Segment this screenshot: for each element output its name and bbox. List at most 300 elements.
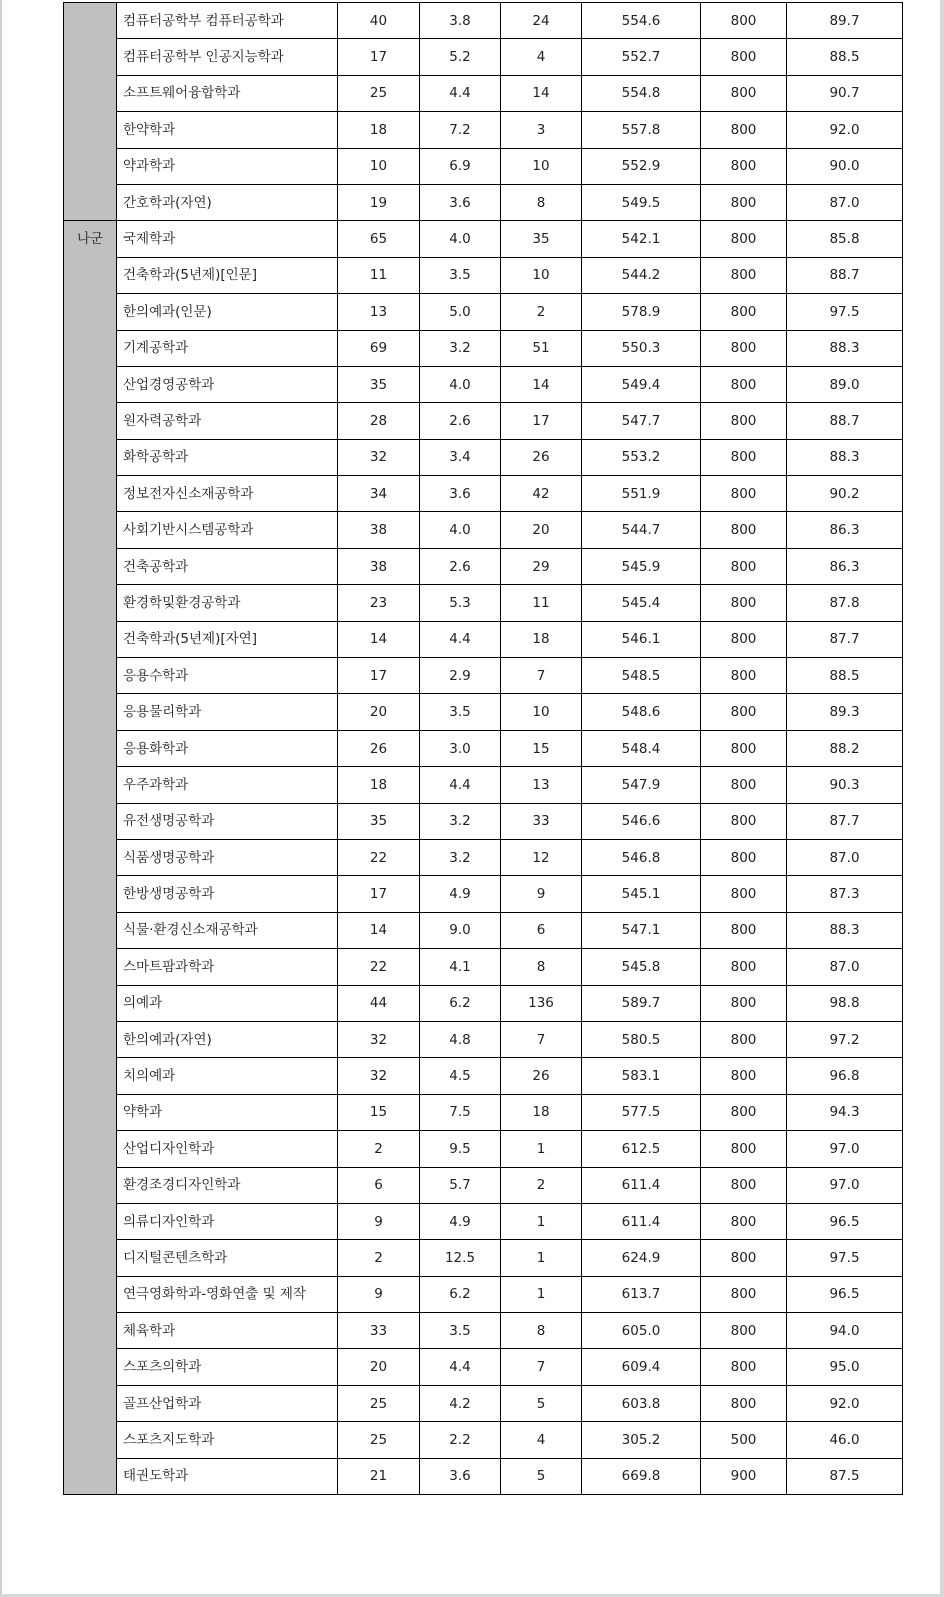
value-cell: 8 xyxy=(501,1313,582,1349)
value-cell: 14 xyxy=(338,912,420,948)
value-cell: 547.9 xyxy=(582,767,701,803)
value-cell: 26 xyxy=(501,1058,582,1094)
value-cell: 33 xyxy=(501,803,582,839)
value-cell: 20 xyxy=(338,694,420,730)
table-row xyxy=(64,403,903,439)
value-cell: 800 xyxy=(701,221,787,257)
value-cell: 611.4 xyxy=(582,1167,701,1203)
table-row xyxy=(64,949,903,985)
value-cell: 800 xyxy=(701,1240,787,1276)
value-cell: 7.2 xyxy=(420,112,501,148)
value-cell: 69 xyxy=(338,330,420,366)
table-row xyxy=(64,330,903,366)
value-cell: 14 xyxy=(501,366,582,402)
value-cell: 4.4 xyxy=(420,767,501,803)
department-name-cell: 체육학과 xyxy=(117,1313,338,1349)
value-cell: 88.3 xyxy=(787,330,903,366)
value-cell: 603.8 xyxy=(582,1385,701,1421)
value-cell: 800 xyxy=(701,75,787,111)
value-cell: 26 xyxy=(501,439,582,475)
value-cell: 4.8 xyxy=(420,1021,501,1057)
value-cell: 9 xyxy=(338,1276,420,1312)
value-cell: 546.8 xyxy=(582,839,701,875)
department-name-cell: 의예과 xyxy=(117,985,338,1021)
value-cell: 3.2 xyxy=(420,803,501,839)
value-cell: 800 xyxy=(701,1385,787,1421)
department-name-cell: 태권도학과 xyxy=(117,1458,338,1494)
value-cell: 800 xyxy=(701,1313,787,1349)
value-cell: 4.1 xyxy=(420,949,501,985)
table-row xyxy=(64,294,903,330)
value-cell: 549.4 xyxy=(582,366,701,402)
value-cell: 578.9 xyxy=(582,294,701,330)
department-name-cell: 사회기반시스템공학과 xyxy=(117,512,338,548)
value-cell: 550.3 xyxy=(582,330,701,366)
table-row xyxy=(64,39,903,75)
value-cell: 10 xyxy=(501,257,582,293)
value-cell: 3 xyxy=(501,112,582,148)
value-cell: 9 xyxy=(338,1203,420,1239)
value-cell: 2 xyxy=(338,1240,420,1276)
value-cell: 548.6 xyxy=(582,694,701,730)
value-cell: 546.1 xyxy=(582,621,701,657)
value-cell: 42 xyxy=(501,476,582,512)
value-cell: 98.8 xyxy=(787,985,903,1021)
table-row xyxy=(64,1058,903,1094)
value-cell: 800 xyxy=(701,1021,787,1057)
value-cell: 97.5 xyxy=(787,294,903,330)
value-cell: 20 xyxy=(501,512,582,548)
value-cell: 7.5 xyxy=(420,1094,501,1130)
value-cell: 545.4 xyxy=(582,585,701,621)
department-name-cell: 응용화학과 xyxy=(117,730,338,766)
department-name-cell: 골프산업학과 xyxy=(117,1385,338,1421)
value-cell: 4.4 xyxy=(420,75,501,111)
value-cell: 1 xyxy=(501,1240,582,1276)
value-cell: 34 xyxy=(338,476,420,512)
value-cell: 2 xyxy=(501,1167,582,1203)
value-cell: 51 xyxy=(501,330,582,366)
value-cell: 669.8 xyxy=(582,1458,701,1494)
value-cell: 88.2 xyxy=(787,730,903,766)
department-name-cell: 약과학과 xyxy=(117,148,338,184)
value-cell: 17 xyxy=(338,876,420,912)
value-cell: 87.8 xyxy=(787,585,903,621)
value-cell: 553.2 xyxy=(582,439,701,475)
value-cell: 609.4 xyxy=(582,1349,701,1385)
value-cell: 89.7 xyxy=(787,3,903,39)
value-cell: 21 xyxy=(338,1458,420,1494)
value-cell: 800 xyxy=(701,476,787,512)
value-cell: 800 xyxy=(701,403,787,439)
value-cell: 800 xyxy=(701,767,787,803)
value-cell: 2.2 xyxy=(420,1422,501,1458)
value-cell: 32 xyxy=(338,439,420,475)
department-name-cell: 환경학및환경공학과 xyxy=(117,585,338,621)
value-cell: 800 xyxy=(701,184,787,220)
table-row xyxy=(64,839,903,875)
value-cell: 800 xyxy=(701,294,787,330)
department-name-cell: 우주과학과 xyxy=(117,767,338,803)
department-name-cell: 한방생명공학과 xyxy=(117,876,338,912)
table-row xyxy=(64,1422,903,1458)
value-cell: 97.5 xyxy=(787,1240,903,1276)
department-name-cell: 컴퓨터공학부 컴퓨터공학과 xyxy=(117,3,338,39)
value-cell: 1 xyxy=(501,1203,582,1239)
department-name-cell: 유전생명공학과 xyxy=(117,803,338,839)
value-cell: 800 xyxy=(701,585,787,621)
value-cell: 22 xyxy=(338,949,420,985)
department-name-cell: 의류디자인학과 xyxy=(117,1203,338,1239)
department-name-cell: 환경조경디자인학과 xyxy=(117,1167,338,1203)
value-cell: 87.0 xyxy=(787,839,903,875)
value-cell: 3.5 xyxy=(420,1313,501,1349)
value-cell: 87.7 xyxy=(787,621,903,657)
table-row xyxy=(64,767,903,803)
value-cell: 25 xyxy=(338,1385,420,1421)
department-name-cell: 한약학과 xyxy=(117,112,338,148)
value-cell: 96.5 xyxy=(787,1276,903,1312)
value-cell: 800 xyxy=(701,694,787,730)
admission-results-table xyxy=(63,2,903,1495)
value-cell: 3.5 xyxy=(420,257,501,293)
value-cell: 10 xyxy=(338,148,420,184)
department-name-cell: 건축공학과 xyxy=(117,548,338,584)
value-cell: 88.5 xyxy=(787,39,903,75)
department-name-cell: 약학과 xyxy=(117,1094,338,1130)
table-row xyxy=(64,876,903,912)
value-cell: 4.0 xyxy=(420,366,501,402)
value-cell: 500 xyxy=(701,1422,787,1458)
value-cell: 552.9 xyxy=(582,148,701,184)
department-name-cell: 응용물리학과 xyxy=(117,694,338,730)
table-row xyxy=(64,257,903,293)
department-name-cell: 연극영화학과-영화연출 및 제작 xyxy=(117,1276,338,1312)
value-cell: 11 xyxy=(501,585,582,621)
value-cell: 88.3 xyxy=(787,439,903,475)
table-row xyxy=(64,512,903,548)
value-cell: 46.0 xyxy=(787,1422,903,1458)
value-cell: 7 xyxy=(501,658,582,694)
value-cell: 86.3 xyxy=(787,512,903,548)
value-cell: 9 xyxy=(501,876,582,912)
value-cell: 97.0 xyxy=(787,1167,903,1203)
value-cell: 4.0 xyxy=(420,512,501,548)
value-cell: 544.2 xyxy=(582,257,701,293)
value-cell: 800 xyxy=(701,330,787,366)
department-name-cell: 소프트웨어융합학과 xyxy=(117,75,338,111)
value-cell: 28 xyxy=(338,403,420,439)
value-cell: 97.2 xyxy=(787,1021,903,1057)
value-cell: 18 xyxy=(338,767,420,803)
value-cell: 5 xyxy=(501,1458,582,1494)
value-cell: 800 xyxy=(701,1203,787,1239)
value-cell: 12 xyxy=(501,839,582,875)
value-cell: 40 xyxy=(338,3,420,39)
value-cell: 6.9 xyxy=(420,148,501,184)
value-cell: 11 xyxy=(338,257,420,293)
value-cell: 3.8 xyxy=(420,3,501,39)
value-cell: 4.5 xyxy=(420,1058,501,1094)
value-cell: 87.7 xyxy=(787,803,903,839)
value-cell: 5.7 xyxy=(420,1167,501,1203)
value-cell: 86.3 xyxy=(787,548,903,584)
value-cell: 624.9 xyxy=(582,1240,701,1276)
value-cell: 800 xyxy=(701,439,787,475)
value-cell: 14 xyxy=(501,75,582,111)
value-cell: 92.0 xyxy=(787,1385,903,1421)
table-row xyxy=(64,184,903,220)
table-row xyxy=(64,1167,903,1203)
table-row xyxy=(64,730,903,766)
value-cell: 800 xyxy=(701,1094,787,1130)
value-cell: 552.7 xyxy=(582,39,701,75)
value-cell: 88.5 xyxy=(787,658,903,694)
value-cell: 6.2 xyxy=(420,985,501,1021)
value-cell: 554.8 xyxy=(582,75,701,111)
department-name-cell: 산업디자인학과 xyxy=(117,1131,338,1167)
department-name-cell: 치의예과 xyxy=(117,1058,338,1094)
value-cell: 89.3 xyxy=(787,694,903,730)
value-cell: 577.5 xyxy=(582,1094,701,1130)
value-cell: 2 xyxy=(501,294,582,330)
table-row xyxy=(64,148,903,184)
value-cell: 3.2 xyxy=(420,330,501,366)
value-cell: 25 xyxy=(338,75,420,111)
department-name-cell: 응용수학과 xyxy=(117,658,338,694)
value-cell: 35 xyxy=(338,366,420,402)
value-cell: 26 xyxy=(338,730,420,766)
department-name-cell: 스포츠지도학과 xyxy=(117,1422,338,1458)
value-cell: 547.7 xyxy=(582,403,701,439)
value-cell: 96.5 xyxy=(787,1203,903,1239)
department-name-cell: 컴퓨터공학부 인공지능학과 xyxy=(117,39,338,75)
value-cell: 800 xyxy=(701,621,787,657)
value-cell: 10 xyxy=(501,148,582,184)
value-cell: 554.6 xyxy=(582,3,701,39)
group-label-cell: 나군 xyxy=(64,221,117,1495)
value-cell: 94.0 xyxy=(787,1313,903,1349)
table-row xyxy=(64,1349,903,1385)
value-cell: 15 xyxy=(338,1094,420,1130)
value-cell: 94.3 xyxy=(787,1094,903,1130)
value-cell: 6 xyxy=(338,1167,420,1203)
table-row xyxy=(64,912,903,948)
table-row xyxy=(64,1203,903,1239)
value-cell: 18 xyxy=(501,621,582,657)
table-row xyxy=(64,1094,903,1130)
value-cell: 545.9 xyxy=(582,548,701,584)
value-cell: 800 xyxy=(701,257,787,293)
value-cell: 583.1 xyxy=(582,1058,701,1094)
table-row xyxy=(64,1021,903,1057)
table-row xyxy=(64,366,903,402)
value-cell: 544.7 xyxy=(582,512,701,548)
department-name-cell: 정보전자신소재공학과 xyxy=(117,476,338,512)
value-cell: 89.0 xyxy=(787,366,903,402)
table-row xyxy=(64,1313,903,1349)
department-name-cell: 기계공학과 xyxy=(117,330,338,366)
department-name-cell: 간호학과(자연) xyxy=(117,184,338,220)
value-cell: 85.8 xyxy=(787,221,903,257)
department-name-cell: 건축학과(5년제)[인문] xyxy=(117,257,338,293)
value-cell: 6.2 xyxy=(420,1276,501,1312)
value-cell: 547.1 xyxy=(582,912,701,948)
department-name-cell: 디지털콘텐츠학과 xyxy=(117,1240,338,1276)
value-cell: 9.5 xyxy=(420,1131,501,1167)
value-cell: 87.0 xyxy=(787,184,903,220)
value-cell: 900 xyxy=(701,1458,787,1494)
value-cell: 589.7 xyxy=(582,985,701,1021)
table-row xyxy=(64,75,903,111)
department-name-cell: 국제학과 xyxy=(117,221,338,257)
value-cell: 7 xyxy=(501,1349,582,1385)
value-cell: 23 xyxy=(338,585,420,621)
table-row xyxy=(64,1276,903,1312)
value-cell: 3.6 xyxy=(420,476,501,512)
value-cell: 4.9 xyxy=(420,876,501,912)
value-cell: 800 xyxy=(701,912,787,948)
department-name-cell: 화학공학과 xyxy=(117,439,338,475)
value-cell: 3.2 xyxy=(420,839,501,875)
value-cell: 305.2 xyxy=(582,1422,701,1458)
value-cell: 18 xyxy=(338,112,420,148)
value-cell: 800 xyxy=(701,512,787,548)
value-cell: 19 xyxy=(338,184,420,220)
value-cell: 32 xyxy=(338,1021,420,1057)
value-cell: 800 xyxy=(701,985,787,1021)
table-row xyxy=(64,1458,903,1494)
department-name-cell: 스포츠의학과 xyxy=(117,1349,338,1385)
group-label-cell xyxy=(64,3,117,221)
table-row xyxy=(64,803,903,839)
value-cell: 800 xyxy=(701,112,787,148)
value-cell: 548.4 xyxy=(582,730,701,766)
value-cell: 87.0 xyxy=(787,949,903,985)
department-name-cell: 산업경영공학과 xyxy=(117,366,338,402)
value-cell: 35 xyxy=(338,803,420,839)
table-row xyxy=(64,621,903,657)
value-cell: 3.6 xyxy=(420,184,501,220)
value-cell: 800 xyxy=(701,876,787,912)
value-cell: 96.8 xyxy=(787,1058,903,1094)
value-cell: 17 xyxy=(338,658,420,694)
department-name-cell: 식물·환경신소재공학과 xyxy=(117,912,338,948)
value-cell: 800 xyxy=(701,39,787,75)
value-cell: 90.3 xyxy=(787,767,903,803)
value-cell: 44 xyxy=(338,985,420,1021)
value-cell: 546.6 xyxy=(582,803,701,839)
table-row xyxy=(64,985,903,1021)
value-cell: 9.0 xyxy=(420,912,501,948)
value-cell: 1 xyxy=(501,1131,582,1167)
value-cell: 2 xyxy=(338,1131,420,1167)
value-cell: 29 xyxy=(501,548,582,584)
value-cell: 5 xyxy=(501,1385,582,1421)
value-cell: 4 xyxy=(501,1422,582,1458)
value-cell: 8 xyxy=(501,184,582,220)
value-cell: 24 xyxy=(501,3,582,39)
table-row xyxy=(64,221,903,257)
value-cell: 35 xyxy=(501,221,582,257)
value-cell: 5.2 xyxy=(420,39,501,75)
value-cell: 4.9 xyxy=(420,1203,501,1239)
value-cell: 800 xyxy=(701,3,787,39)
value-cell: 87.5 xyxy=(787,1458,903,1494)
value-cell: 5.0 xyxy=(420,294,501,330)
department-name-cell: 식품생명공학과 xyxy=(117,839,338,875)
value-cell: 800 xyxy=(701,1131,787,1167)
value-cell: 13 xyxy=(338,294,420,330)
value-cell: 4.0 xyxy=(420,221,501,257)
value-cell: 545.1 xyxy=(582,876,701,912)
value-cell: 14 xyxy=(338,621,420,657)
table-row xyxy=(64,1385,903,1421)
value-cell: 3.4 xyxy=(420,439,501,475)
value-cell: 549.5 xyxy=(582,184,701,220)
department-name-cell: 한의예과(인문) xyxy=(117,294,338,330)
value-cell: 8 xyxy=(501,949,582,985)
value-cell: 2.9 xyxy=(420,658,501,694)
department-name-cell: 건축학과(5년제)[자연] xyxy=(117,621,338,657)
value-cell: 88.7 xyxy=(787,257,903,293)
value-cell: 90.7 xyxy=(787,75,903,111)
value-cell: 800 xyxy=(701,949,787,985)
department-name-cell: 한의예과(자연) xyxy=(117,1021,338,1057)
value-cell: 95.0 xyxy=(787,1349,903,1385)
value-cell: 2.6 xyxy=(420,548,501,584)
value-cell: 800 xyxy=(701,1167,787,1203)
value-cell: 542.1 xyxy=(582,221,701,257)
value-cell: 33 xyxy=(338,1313,420,1349)
value-cell: 15 xyxy=(501,730,582,766)
department-name-cell: 스마트팜과학과 xyxy=(117,949,338,985)
value-cell: 5.3 xyxy=(420,585,501,621)
value-cell: 545.8 xyxy=(582,949,701,985)
value-cell: 800 xyxy=(701,803,787,839)
value-cell: 32 xyxy=(338,1058,420,1094)
value-cell: 4.4 xyxy=(420,621,501,657)
value-cell: 548.5 xyxy=(582,658,701,694)
table-row xyxy=(64,658,903,694)
value-cell: 65 xyxy=(338,221,420,257)
value-cell: 136 xyxy=(501,985,582,1021)
value-cell: 90.2 xyxy=(787,476,903,512)
value-cell: 1 xyxy=(501,1276,582,1312)
value-cell: 10 xyxy=(501,694,582,730)
value-cell: 800 xyxy=(701,1276,787,1312)
value-cell: 90.0 xyxy=(787,148,903,184)
value-cell: 613.7 xyxy=(582,1276,701,1312)
value-cell: 22 xyxy=(338,839,420,875)
value-cell: 3.5 xyxy=(420,694,501,730)
value-cell: 88.7 xyxy=(787,403,903,439)
table-row xyxy=(64,694,903,730)
value-cell: 800 xyxy=(701,1349,787,1385)
value-cell: 25 xyxy=(338,1422,420,1458)
value-cell: 7 xyxy=(501,1021,582,1057)
value-cell: 4.4 xyxy=(420,1349,501,1385)
value-cell: 580.5 xyxy=(582,1021,701,1057)
value-cell: 800 xyxy=(701,730,787,766)
value-cell: 38 xyxy=(338,548,420,584)
value-cell: 12.5 xyxy=(420,1240,501,1276)
value-cell: 38 xyxy=(338,512,420,548)
table-row xyxy=(64,112,903,148)
value-cell: 800 xyxy=(701,548,787,584)
value-cell: 3.0 xyxy=(420,730,501,766)
value-cell: 800 xyxy=(701,839,787,875)
